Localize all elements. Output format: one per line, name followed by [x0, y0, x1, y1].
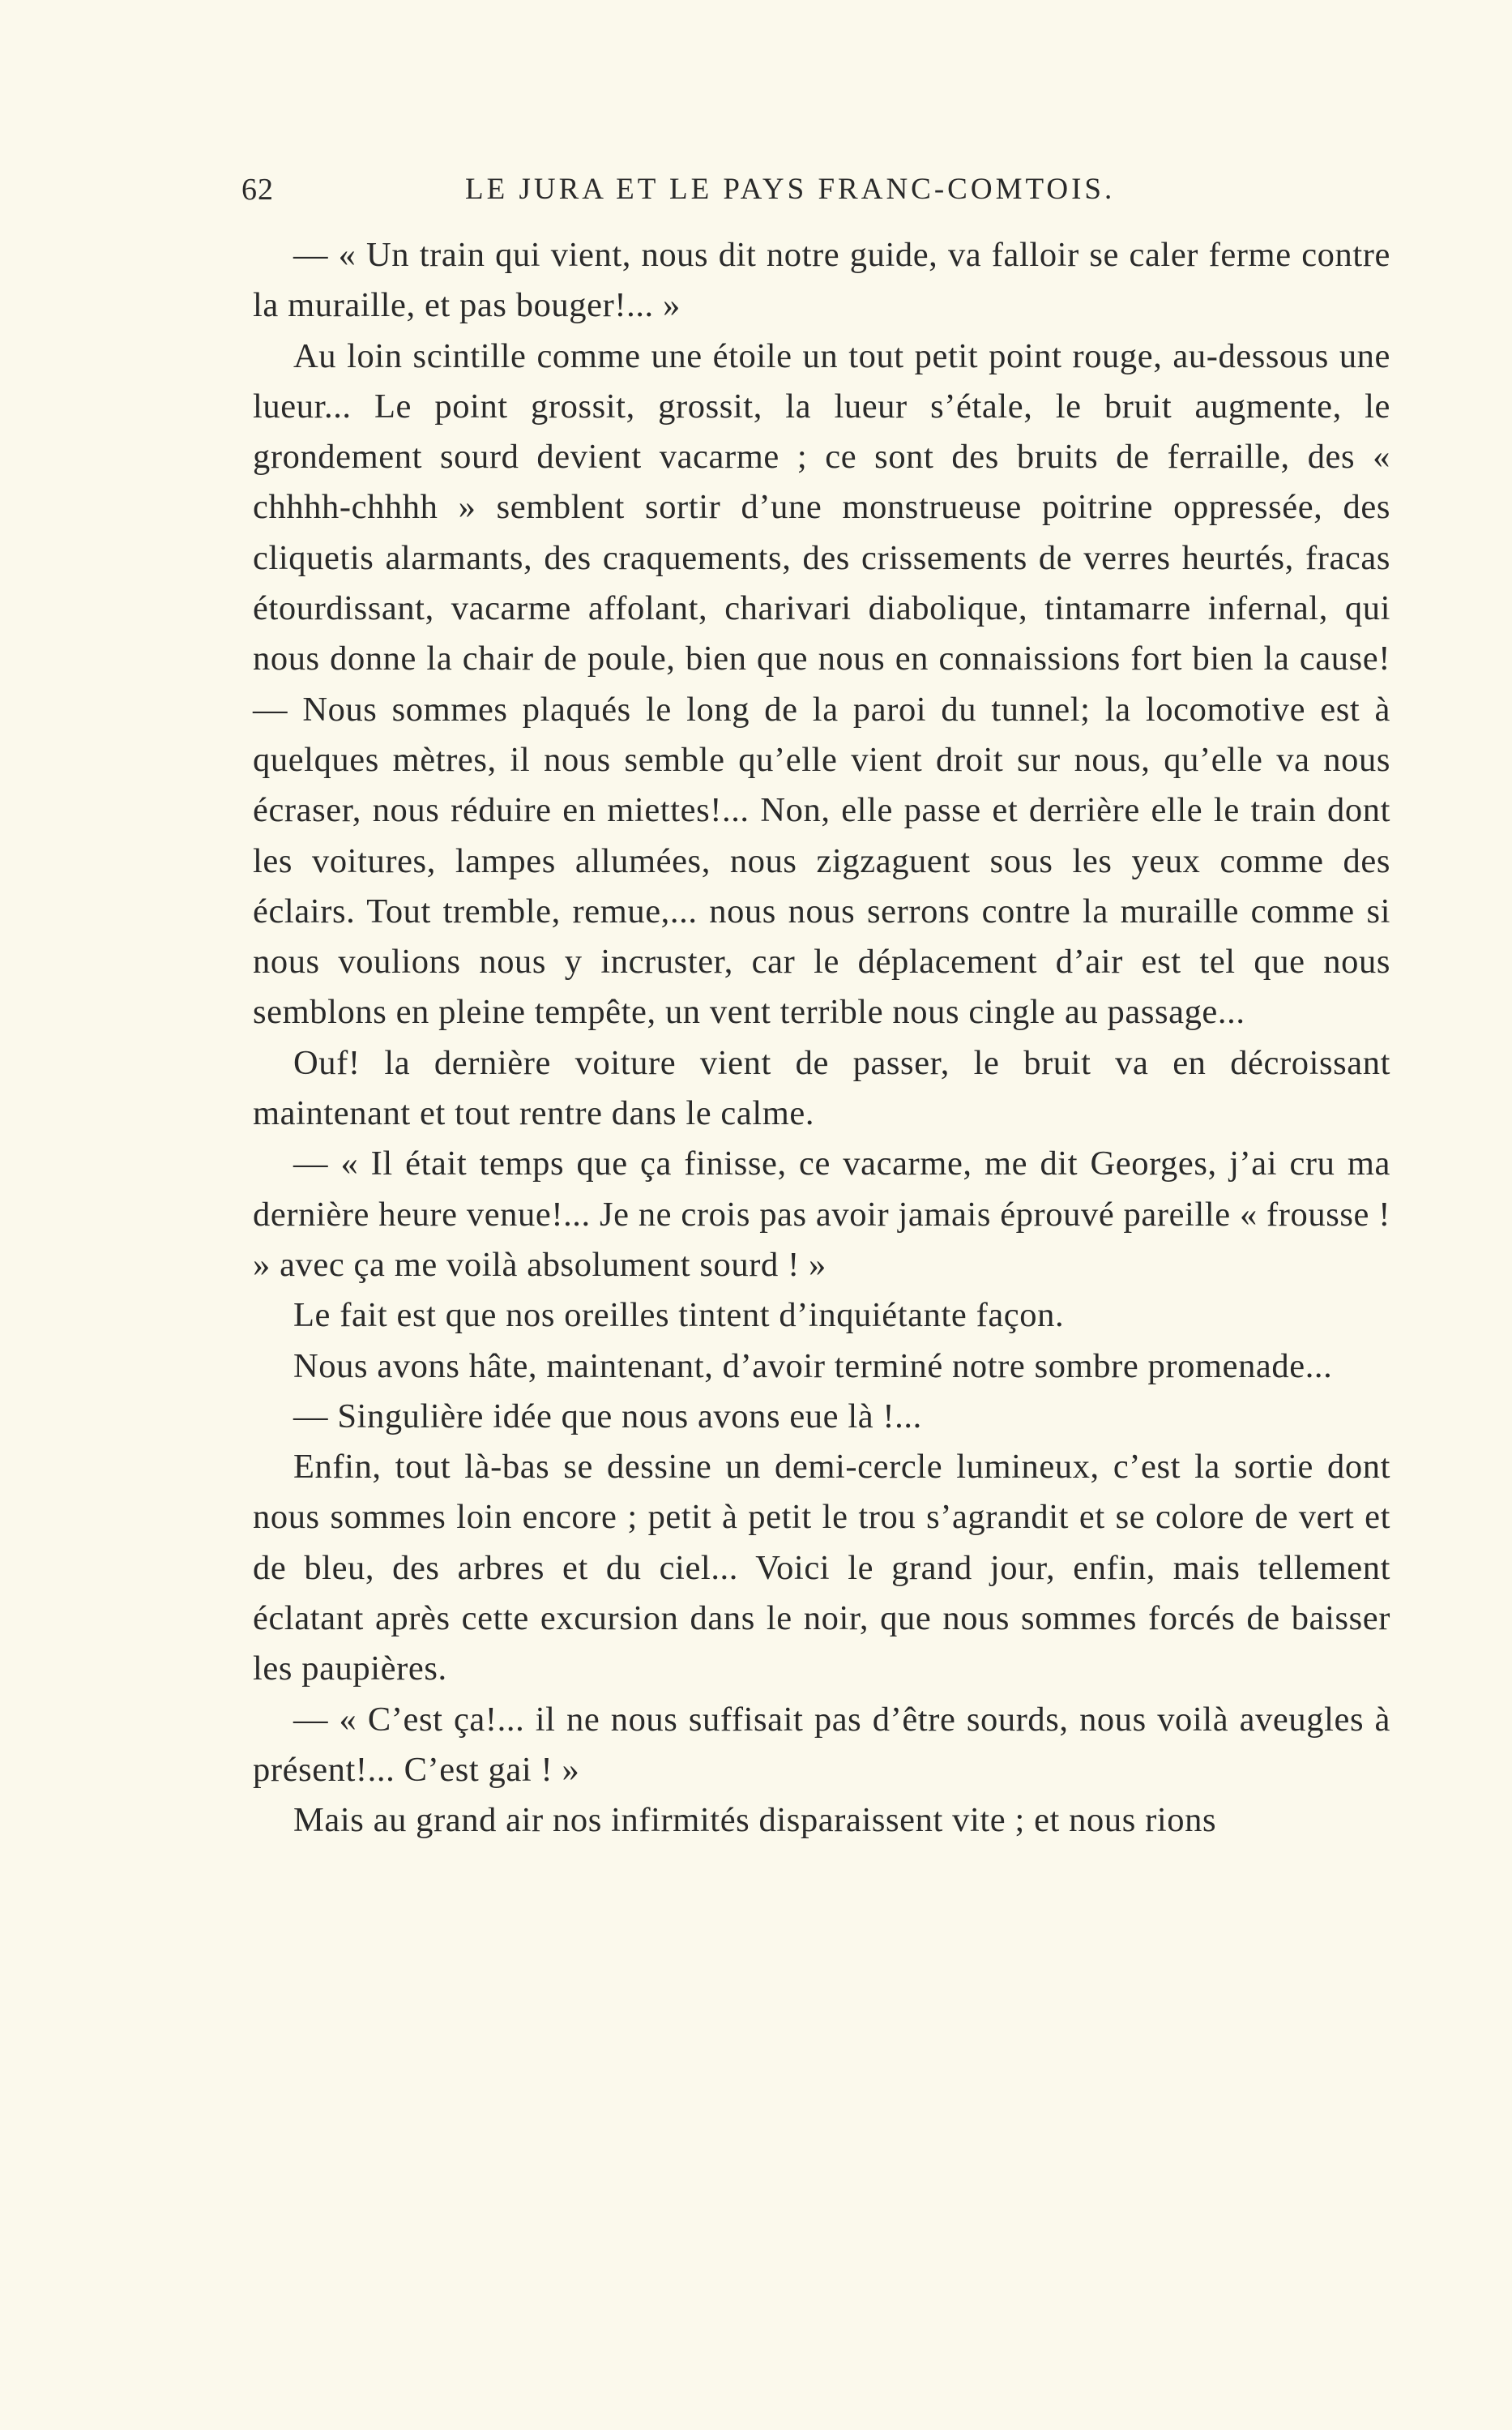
paragraph: — Singulière idée que nous avons eue là !...: [293, 1397, 922, 1435]
body-text: [253, 230, 1390, 1846]
paragraph: Au loin scintille comme une étoile un tout petit point rouge, au-dessous une lueur... Le point grossit, grossit, la lueur s’étale, le bruit augmente, le grondement sourd devient vacarme ; ce sont des bruits de ferraille, des « chhhh-chhhh » semblent sortir d’une monstrueuse poitrine oppressée, des cliquetis alarmants, des craquements, des crissements de verres heurtés, fracas étourdissant, vacarme affolant, charivari diabolique, tintamarre infernal, qui nous donne la chair de poule, bien que nous en connaissions fort bien la cause! — Nous sommes plaqués le long de la paroi du tunnel; la locomotive est à quelques mètres, il nous semble qu’elle vient droit sur nous, qu’elle va nous écraser, nous réduire en miettes!... Non, elle passe et derrière elle le train dont les voitures, lampes allumées, nous zigzaguent sous les yeux comme des éclairs. Tout tremble, remue,... nous nous serrons contre la muraille comme si nous voulions nous y incruster, car le déplacement d’air est tel que nous semblons en pleine tempête, un vent terrible nous cingle au passage...: [253, 336, 1390, 1032]
page-header: [241, 172, 1384, 220]
page-number: 62: [241, 173, 274, 207]
paragraph: Enfin, tout là-bas se dessine un demi-cercle lumineux, c’est la sortie dont nous sommes loin encore ; petit à petit le trou s’agrandit et se colore de vert et de bleu, des arbres et du ciel... Voici le grand jour, enfin, mais tellement éclatant après cette excursion dans le noir, que nous sommes forcés de baisser les paupières.: [253, 1448, 1390, 1688]
paragraph: — « Il était temps que ça finisse, ce vacarme, me dit Georges, j’ai cru ma dernière heure venue!... Je ne crois pas avoir jamais éprouvé pareille « frousse ! » avec ça me voilà absolument sourd ! »: [253, 1144, 1390, 1284]
paragraph: Mais au grand air nos infirmités disparaissent vite ; et nous rions: [293, 1801, 1217, 1840]
paragraph: Le fait est que nos oreilles tintent d’inquiétante façon.: [293, 1296, 1065, 1335]
paragraph: — « C’est ça!... il ne nous suffisait pas d’être sourds, nous voilà aveugles à présent!... C’est gai ! »: [253, 1700, 1390, 1789]
running-title: LE JURA ET LE PAYS FRANC-COMTOIS.: [465, 173, 1116, 206]
paragraph: — « Un train qui vient, nous dit notre guide, va falloir se caler ferme contre la muraille, et pas bouger!... »: [253, 236, 1390, 325]
paragraph: Nous avons hâte, maintenant, d’avoir terminé notre sombre promenade...: [293, 1346, 1333, 1385]
paragraph: Ouf! la dernière voiture vient de passer, le bruit va en décroissant maintenant et tout rentre dans le calme.: [253, 1043, 1390, 1133]
